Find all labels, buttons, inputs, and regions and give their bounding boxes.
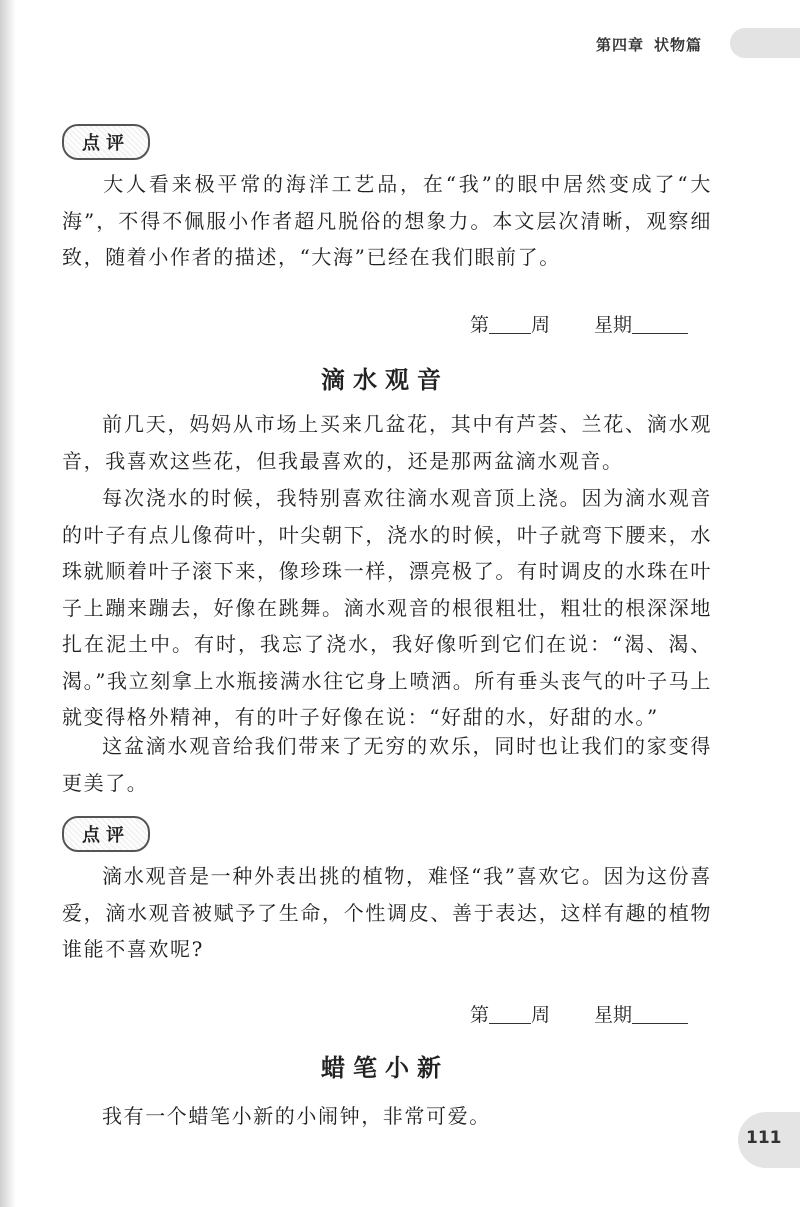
review-text: 大人看来极平常的海洋工艺品，在“我”的眼中居然变成了“大海”，不得不佩服小作者超凡脱俗的想象力。本文层次清晰，观察细致，随着小作者的描述，“大海”已经在我们眼前了。	[62, 172, 712, 269]
section-label: 状物篇	[654, 36, 703, 54]
essay-title: 滴水观音	[321, 365, 449, 394]
page-number: 111	[746, 1128, 782, 1148]
running-header	[596, 34, 702, 55]
chapter-label: 第四章	[596, 36, 645, 54]
week-number-blank	[489, 1023, 531, 1024]
page-gutter-shadow	[0, 0, 16, 1207]
review-text: 滴水观音是一种外表出挑的植物，难怪“我”喜欢它。因为这份喜爱，滴水观音被赋予了生命，个性调皮、善于表达，这样有趣的植物谁能不喜欢呢?	[62, 864, 712, 961]
week-number-blank	[489, 333, 531, 334]
essay-text: 我有一个蜡笔小新的小闹钟，非常可爱。	[102, 1104, 491, 1128]
weekday-blank	[632, 1023, 688, 1024]
review-paragraph	[62, 166, 712, 276]
week-line	[470, 310, 688, 337]
essay-paragraph	[62, 1098, 712, 1135]
essay-title: 蜡笔小新	[321, 1053, 449, 1082]
week-di: 第	[470, 1004, 490, 1026]
weekday-blank	[632, 333, 688, 334]
review-paragraph	[62, 858, 712, 968]
weekday-label: 星期	[594, 1004, 633, 1026]
weekday-label: 星期	[594, 314, 633, 336]
essay-text: 这盆滴水观音给我们带来了无穷的欢乐，同时也让我们的家变得更美了。	[62, 734, 712, 795]
week-line	[470, 1000, 688, 1027]
review-badge: 点评	[62, 124, 150, 160]
header-tab	[730, 28, 800, 58]
week-zhou: 周	[531, 314, 551, 336]
week-di: 第	[470, 314, 490, 336]
essay-paragraph	[62, 728, 712, 801]
essay-text: 每次浇水的时候，我特别喜欢往滴水观音顶上浇。因为滴水观音的叶子有点儿像荷叶，叶尖朝下，浇水的时候，叶子就弯下腰来，水珠就顺着叶子滚下来，像珍珠一样，漂亮极了。有时调皮的水珠在叶子上蹦来蹦去，好像在跳舞。滴水观音的根很粗壮，粗壮的根深深地扎在泥土中。有时，我忘了浇水，我好像听到它们在说：“渴、渴、渴。”我立刻拿上水瓶接满水往它身上喷洒。所有垂头丧气的叶子马上就变得格外精神，有的叶子好像在说：“好甜的水，好甜的水。”	[62, 486, 712, 729]
essay-text: 前几天，妈妈从市场上买来几盆花，其中有芦荟、兰花、滴水观音，我喜欢这些花，但我最喜欢的，还是那两盆滴水观音。	[62, 412, 712, 473]
essay-paragraph	[62, 406, 712, 479]
week-zhou: 周	[531, 1004, 551, 1026]
essay-paragraph	[62, 480, 712, 736]
review-badge: 点评	[62, 816, 150, 852]
